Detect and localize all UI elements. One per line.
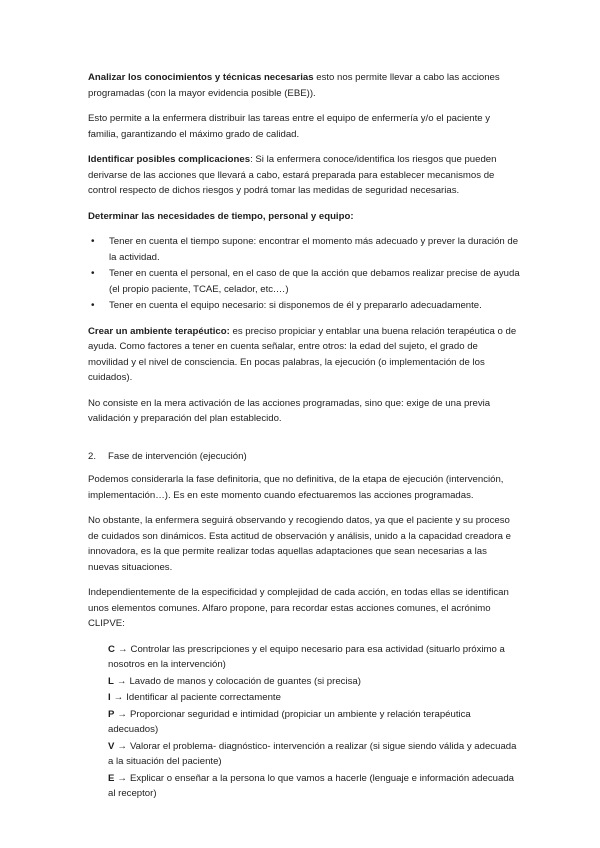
clipve-text: Lavado de manos y colocación de guantes (si precisa)	[129, 675, 361, 687]
clipve-letter: I	[108, 692, 111, 703]
bold-lead: Identificar posibles complicaciones	[88, 154, 251, 165]
paragraph-complicaciones	[88, 152, 520, 199]
section-heading	[88, 449, 520, 465]
bullet-item: • Tener en cuenta el personal, en el caso de que la acción que debamos realizar precise de ayuda (el propio paciente, TCAE, celador, etc.…)	[88, 266, 520, 297]
clipve-item	[108, 642, 520, 673]
arrow-icon: →	[117, 740, 127, 752]
clipve-text: Proporcionar seguridad e intimidad (propiciar un ambiente y relación terapéutica adecuados)	[108, 708, 471, 735]
arrow-icon: →	[117, 643, 128, 655]
paragraph-observacion: No obstante, la enfermera seguirá observando y recogiendo datos, ya que el paciente y su proceso de cuidados son dinámicos. Esta actitud de observación y análisis, unido a la capacidad creadora e innovadora, es la que permite realizar todas aquellas adaptaciones que sean necesarias a las nuevas situaciones.	[88, 515, 511, 573]
clipve-text: Explicar o enseñar a la persona lo que vamos a hacerle (lenguaje e información adecuada al receptor)	[108, 772, 514, 799]
paragraph-text: esto nos permite llevar a cabo las acciones programadas (con la mayor evidencia posible (EBE)).	[88, 72, 500, 99]
bullet-list	[88, 234, 520, 314]
paragraph-activacion: No consiste en la mera activación de las acciones programadas, sino que: exige de una previa validación y preparación del plan establecido.	[88, 397, 491, 424]
paragraph-text: es preciso propiciar y entablar una buena relación terapéutica o de ayuda. Como factores a tener en cuenta señalar, entre otros: la edad del sujeto, el grado de movilidad y el nivel de consciencia. En pocas palabras, la ejecución (o implementación de los cuidados).	[88, 325, 517, 383]
arrow-icon: →	[117, 772, 127, 784]
paragraph-clipve-intro: Independientemente de la especificidad y complejidad de cada acción, en todas ellas se identifican unos elementos comunes. Alfaro propone, para recordar estas acciones comunes, el acrónimo CLIPVE:	[88, 587, 509, 629]
clipve-letter: C	[108, 643, 115, 655]
section-title: Fase de intervención (ejecución)	[108, 450, 247, 462]
clipve-text: Identificar al paciente correctamente	[126, 692, 281, 703]
bold-heading: Determinar las necesidades de tiempo, personal y equipo:	[88, 210, 354, 222]
clipve-item	[108, 690, 520, 706]
clipve-item	[108, 707, 520, 738]
section-number: 2.	[88, 450, 97, 462]
arrow-icon: →	[113, 692, 124, 703]
paragraph-ambiente	[88, 324, 520, 386]
bullet-item: • Tener en cuenta el tiempo supone: encontrar el momento más adecuado y prever la duración de la actividad.	[88, 234, 520, 265]
paragraph-text: : Si la enfermera conoce/identifica los riesgos que pueden derivarse de las acciones que llevará a cabo, estará preparada para establecer mecanismos de control respecto de dichos riesgos y podrá tomar las medidas de seguridad necesarias.	[88, 154, 497, 196]
paragraph-analizar	[88, 70, 520, 101]
clipve-list	[108, 642, 520, 802]
bold-lead: Crear un ambiente terapéutico:	[88, 325, 230, 337]
clipve-text: Controlar las prescripciones y el equipo necesario para esa actividad (situarlo próximo a nosotros en la intervención)	[108, 643, 505, 670]
clipve-item	[108, 739, 520, 770]
clipve-letter: V	[108, 740, 115, 752]
clipve-letter: P	[108, 708, 115, 720]
clipve-letter: L	[108, 675, 114, 687]
bold-lead: Analizar los conocimientos y técnicas necesarias	[88, 72, 314, 83]
paragraph-definitoria: Podemos considerarla la fase definitoria, que no definitiva, de la etapa de ejecución (intervención, implementación…). Es en este momento cuando efectuaremos las acciones programadas.	[88, 474, 504, 501]
bullet-item: • Tener en cuenta el equipo necesario: si disponemos de él y prepararlo adecuadamente.	[88, 298, 520, 314]
document-page	[88, 70, 520, 803]
arrow-icon: →	[116, 675, 127, 687]
clipve-text: Valorar el problema- diagnóstico- intervención a realizar (si sigue siendo válida y adecuada a la situación del paciente)	[108, 740, 517, 767]
clipve-item	[108, 771, 520, 802]
clipve-item	[108, 674, 520, 690]
heading-necesidades	[88, 209, 520, 225]
paragraph-distribuir: Esto permite a la enfermera distribuir las tareas entre el equipo de enfermería y/o el paciente y familia, garantizando el máximo grado de calidad.	[88, 113, 491, 140]
clipve-letter: E	[108, 772, 115, 784]
arrow-icon: →	[117, 708, 127, 720]
